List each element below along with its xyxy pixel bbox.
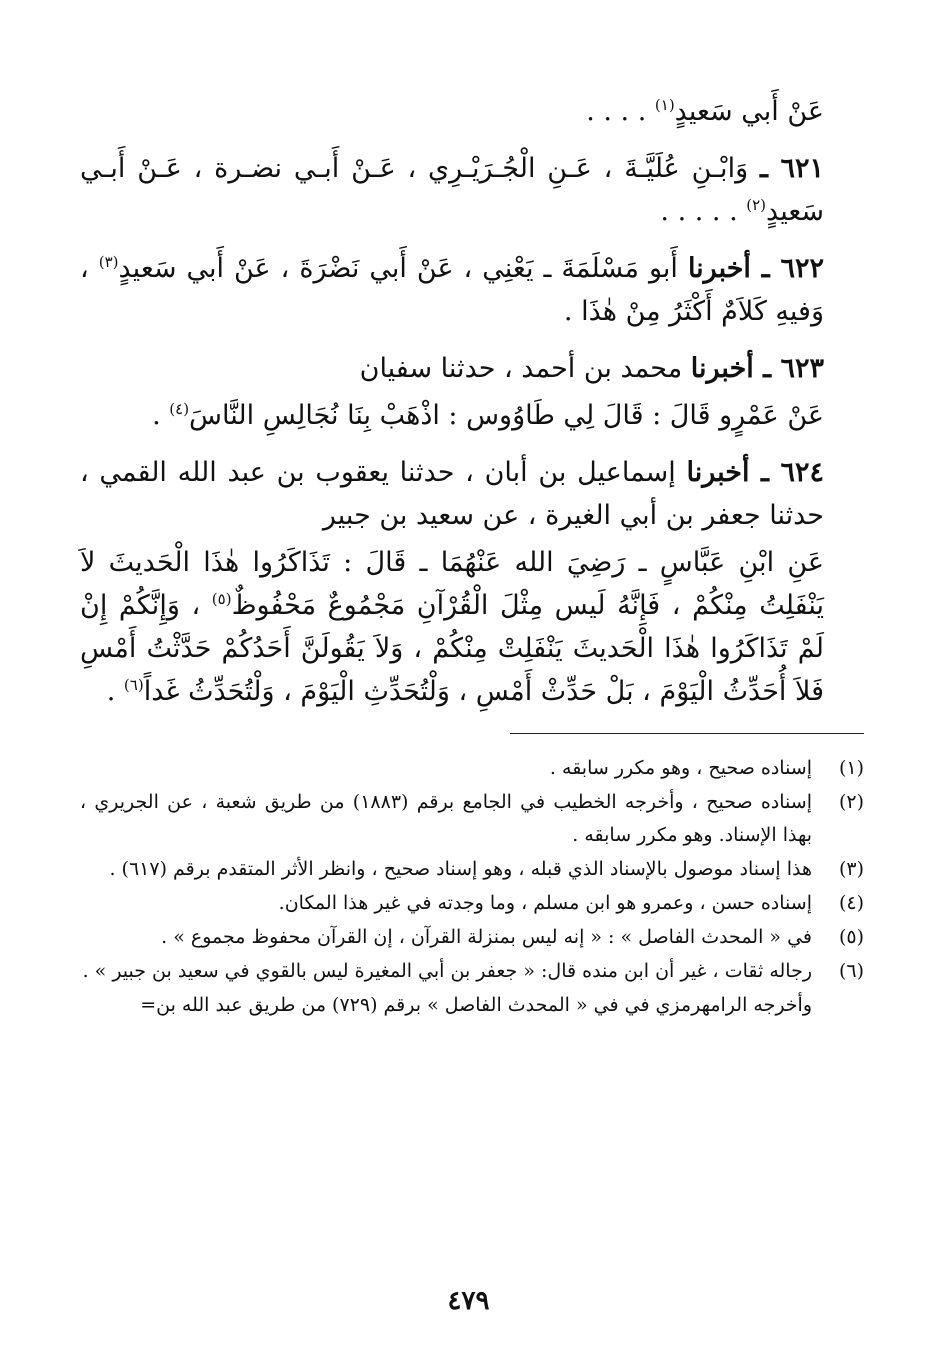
footnote-text: هذا إسناد موصول بالإسناد الذي قبله ، وهو إسناد صحيح ، وانظر الأثر المتقدم برقم (٦١٧) . [109, 858, 812, 880]
footnote-text: في « المحدث الفاصل » : « إنه ليس بمنزلة القرآن ، إن القرآن محفوظ مجموع » . [161, 926, 812, 948]
footnote-ref[interactable]: (٢) [746, 196, 767, 214]
book-page [80, 90, 864, 1330]
akhbarana-word: أخبرنا [686, 457, 762, 488]
footnotes [80, 752, 864, 1022]
akhbarana-word: أخبرنا [687, 253, 762, 284]
footnote-ref[interactable]: (٦) [123, 676, 144, 694]
hadith-number: ٦٢٤ ـ [761, 457, 824, 488]
footnote-item [80, 921, 864, 954]
main-text [80, 90, 864, 713]
hadith-text: أَبو مَسْلَمَةَ ـ يَعْنِي ، عَنْ أَبي نَضْرَةَ ، عَنْ أَبي سَعيدٍ [118, 253, 688, 284]
footnote-ref[interactable]: (٤) [169, 400, 190, 418]
footnote-item [80, 955, 864, 988]
hadith-text: عَنِ ابْنِ عَبَّاسٍ ـ رَضِيَ الله عَنْهُمَا ـ قَالَ : تَذَاكَرُوا هٰذَا الْحَديثَ لاَ يَنْفَلِتُ مِنْكُمْ ، فَإِنَّهُ لَيس مِثْلَ الْقُرْآنِ مَجْمُوعٌ مَحْفُوظٌ [80, 547, 824, 621]
footnote-text: رجاله ثقات ، غير أن ابن منده قال: « جعفر بن أبي المغيرة ليس بالقوي في سعيد بن جبير » . [82, 960, 812, 982]
paragraph-1 [80, 90, 864, 133]
ellipsis: . . . . [586, 96, 655, 127]
footnote-text: إسناده صحيح ، وهو مكرر سابقه . [549, 757, 812, 779]
footnote-number: (٥) [838, 926, 864, 948]
footnote-ref[interactable]: (٣) [98, 253, 119, 271]
paragraph-624 [80, 451, 864, 537]
isnad-text: محمد بن أحمد ، حدثنا سفيان [359, 353, 691, 384]
footnote-number: (١) [838, 757, 864, 779]
hadith-text: وَابْـنِ عُلَيَّـةَ ، عَـنِ الْجُـرَيْـرِي ، عَـنْ أَبـي نضـرة ، عَـنْ أَبـي سَعيدٍ [80, 153, 824, 227]
footnote-ref[interactable]: (٥) [211, 590, 232, 608]
hadith-text: عَنْ عَمْرٍو قَالَ : قَالَ لِي طَاوُوس : اذْهَبْ بِنَا نُجَالِسِ النَّاسَ [189, 400, 824, 431]
footnote-number: (٤) [838, 892, 864, 914]
hadith-text: عَنْ أَبي سَعيدٍ [674, 96, 824, 127]
footnote-number: (٣) [838, 858, 864, 880]
hadith-number: ٦٢٢ ـ [761, 253, 824, 284]
paragraph-622 [80, 247, 864, 333]
paragraph-621 [80, 147, 864, 233]
footnote-item [80, 887, 864, 920]
hadith-text-tail: . [152, 400, 170, 431]
hadith-text-tail: . [106, 676, 124, 707]
paragraph-623-matn [80, 394, 864, 437]
footnote-text: إسناده صحيح ، وأخرجه الخطيب في الجامع برقم (١٨٨٣) من طريق شعبة ، عن الجريري ، بهذا الإسناد. وهو مكرر سابقه . [80, 791, 812, 846]
page-number: ٤٧٩ [447, 1286, 490, 1316]
footnote-divider [510, 733, 864, 734]
footnote-item [80, 853, 864, 886]
footnote-number: (٢) [838, 791, 864, 813]
footnote-continuation: وأخرجه الرامهرمزي في في « المحدث الفاصل » برقم (٧٢٩) من طريق عبد الله بن= [140, 994, 812, 1016]
hadith-text: ، وَإِنَّكُمْ إِنْ لَمْ تَذَاكَرُوا هٰذَا الْحَديثَ يَنْفَلِتْ مِنْكُمْ ، وَلاَ يَقُولَنَّ أَحَدُكُمْ حَدَّثْتُ أَمْسِ فَلاَ أُحَدِّثُ الْيَوْمَ ، بَلْ حَدِّثْ أَمْسِ ، وَلْتُحَدِّثِ الْيَوْمَ ، وَلْتُحَدِّثُ غَداً [80, 590, 824, 707]
footnote-ref[interactable]: (١) [654, 96, 675, 114]
footnote-item [80, 752, 864, 785]
footnote-number: (٦) [838, 960, 864, 982]
hadith-number: ٦٢٣ ـ [763, 353, 824, 384]
footnote-text: إسناده حسن ، وعمرو هو ابن مسلم ، وما وجدته في غير هذا المكان. [278, 892, 812, 914]
isnad-text: إسماعيل بن أبان ، حدثنا يعقوب بن عبد الله القمي ، حدثنا جعفر بن أبي الغيرة ، عن سعيد بن جبير [80, 457, 824, 531]
paragraph-624-matn [80, 541, 864, 713]
ellipsis: . . . . . [660, 196, 747, 227]
hadith-text-tail: ، وَفيهِ كَلاَمٌ أَكْثَرُ مِنْ هٰذَا . [80, 253, 824, 327]
footnote-item [80, 786, 864, 852]
akhbarana-word: أخبرنا [690, 353, 764, 384]
hadith-number: ٦٢١ ـ [759, 153, 824, 184]
paragraph-623 [80, 347, 864, 390]
